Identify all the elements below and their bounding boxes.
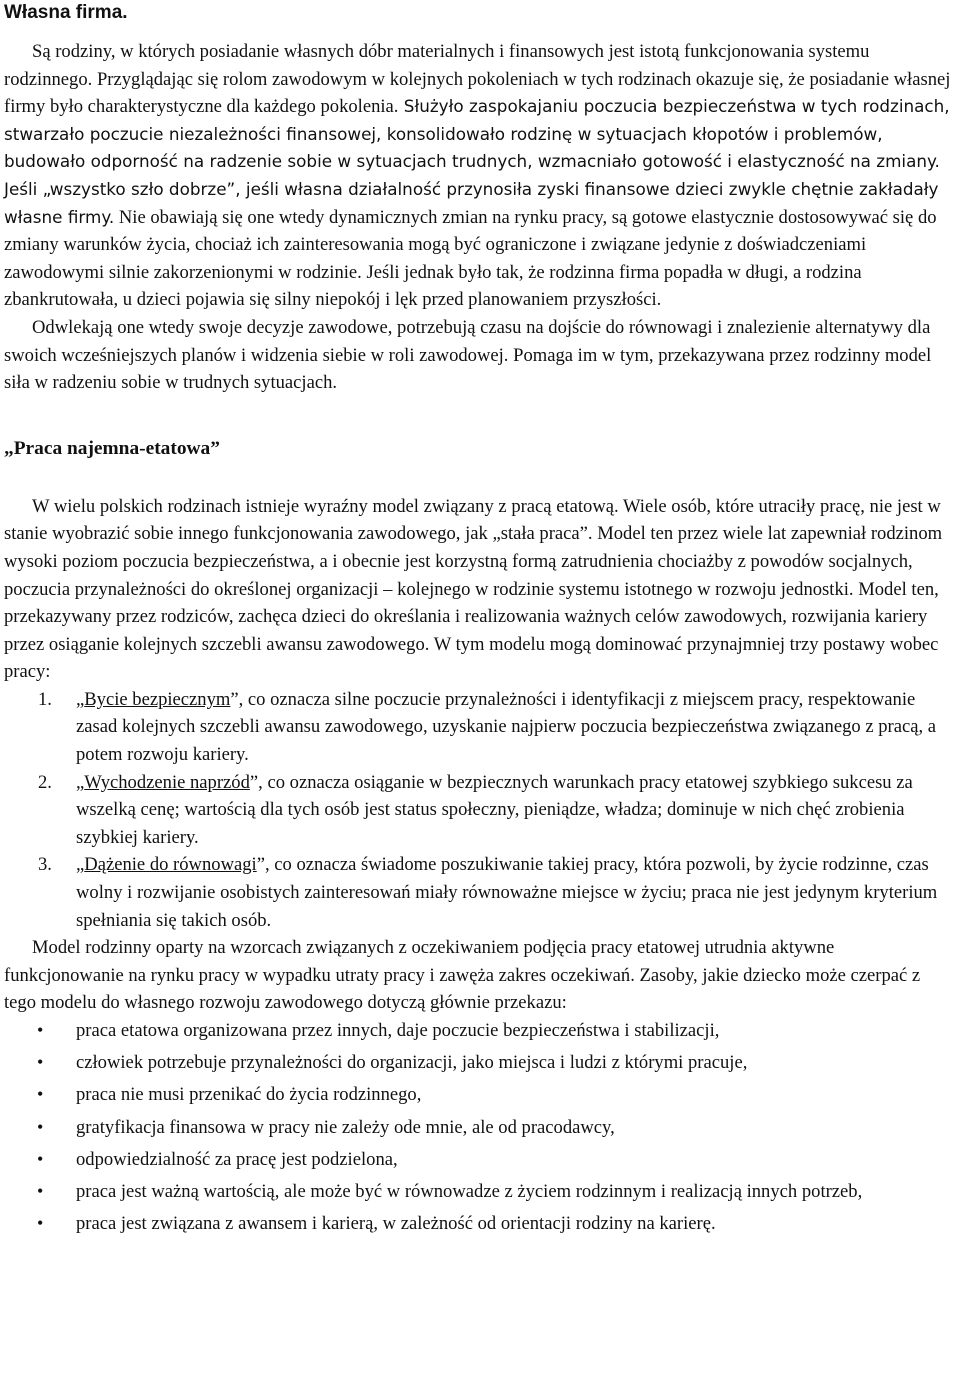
bullet-text: praca nie musi przenikać do życia rodzinnego, — [76, 1084, 422, 1106]
paragraph-text-sans: Służyło zaspokajaniu poczucia bezpieczeństwa w tych rodzinach, stwarzało poczucie niezależności finansowej, konsolidowało rodzinę w sytuacjach kłopotów i problemów, budowało odporność na radzenie sobie w sytuacjach trudnych, wzmacniało gotowość i elastyczność na zmiany. Jeśli „wszystko szło dobrze”, jeśli własna działalność przynosiła zyski finansowe dzieci zwykle chętnie zakładały własne firmy. — [4, 96, 950, 227]
bullet-text: człowiek potrzebuje przynależności do organizacji, jako miejsca i ludzi z którymi pracuje, — [76, 1052, 748, 1074]
bullet-text: odpowiedzialność za pracę jest podzielona, — [76, 1148, 398, 1170]
bullet-item — [4, 1114, 954, 1142]
bullet-item — [4, 1178, 954, 1206]
paragraph-own-business-2: Odwlekają one wtedy swoje decyzje zawodowe, potrzebują czasu na dojście do równowagi i znalezienie alternatywy dla swoich wcześniejszych planów i widzenia siebie w roli zawodowej. Pomaga im w tym, przekazywana przez rodzinny model siła w radzeniu sobie w trudnych sytuacjach. — [4, 316, 932, 394]
paragraph-text-lead: Są rodziny, w których posiadanie własnych dóbr materialnych i finansowych jest istotą funkcjonowania systemu rodzinnego. Przyglądając się rolom zawodowym w kolejnych pokoleniach w tych rodzinach okazuje się, że posiadanie własnej firmy było charakterystyczne dla każdego pokolenia. — [4, 41, 951, 118]
bullet-icon: • — [37, 1213, 44, 1234]
list-item-number: 2. — [38, 771, 52, 793]
bullet-icon: • — [37, 1148, 44, 1169]
paragraph-salaried-work-1: W wielu polskich rodzinach istnieje wyraźny model związany z pracą etatową. Wiele osób, które utraciły pracę, nie jest w stanie wyobrazić sobie innego funkcjonowania zawodowego, jak „stała praca”. Model ten przez wiele lat zapewniał rodzinom wysoki poziom poczucia bezpieczeństwa, a i obecnie jest korzystną formą zatrudnienia chociażby z powodów socjalnych, poczucia przynależności do określonej organizacji – kolejnego w rodzinie systemu istotnego w rozwoju jednostki. Model ten, przekazywany przez rodziców, zachęca dzieci do określania i realizowania ważnych celów zawodowych, rozwijania kariery przez osiąganie kolejnych szczebli awansu zawodowego. W tym modelu mogą dominować przynajmniej trzy postawy wobec pracy: — [4, 495, 943, 683]
work-attitudes-list — [4, 686, 954, 934]
bullet-icon: • — [37, 1052, 44, 1073]
bullet-text: praca jest ważną wartością, ale może być w równowadze z życiem rodzinnym i realizacją innych potrzeb, — [76, 1180, 863, 1202]
bullet-text: praca etatowa organizowana przez innych, daje poczucie bezpieczeństwa i stabilizacji, — [76, 1020, 720, 1041]
list-item — [4, 769, 954, 852]
bullet-item — [4, 1146, 954, 1174]
bullet-item — [4, 1081, 954, 1109]
bullet-icon: • — [37, 1084, 44, 1105]
bullet-item — [4, 1017, 954, 1045]
section-title-salaried-work: „Praca najemna-etatowa” — [4, 437, 220, 459]
list-item-term: Bycie bezpiecznym — [84, 688, 231, 710]
list-item-term: Dążenie do równowagi — [84, 854, 257, 876]
list-item-text: ”, co oznacza osiąganie w bezpiecznych warunkach pracy etatowej szybkiego sukcesu za wszelką cenę; wartością dla tych osób jest status społeczny, pieniądze, władza; dominuje w nich chęć zrobienia szybkiej kariery. — [76, 771, 913, 848]
bullet-item — [4, 1210, 954, 1238]
list-item-number: 3. — [38, 854, 52, 876]
paragraph-own-business-1 — [4, 38, 954, 314]
list-item-number: 1. — [38, 688, 52, 710]
bullet-icon: • — [37, 1180, 44, 1201]
paragraph-salaried-work-2: Model rodzinny oparty na wzorcach związanych z oczekiwaniem podjęcia pracy etatowej utrudnia aktywne funkcjonowanie na rynku pracy w wypadku utraty pracy i zawęża zakres oczekiwań. Zasoby, jakie dziecko może czerpać z tego modelu do własnego rozwoju zawodowego dotyczą głównie przekazu: — [4, 937, 921, 1014]
list-item-text: ”, co oznacza silne poczucie przynależności i identyfikacji z miejscem pracy, respektowanie zasad kolejnych szczebli awansu zawodowego, uzyskanie najpierw poczucia bezpieczeństwa związanego z pracą, a potem rozwoju kariery. — [76, 688, 937, 766]
bullet-text: gratyfikacja finansowa w pracy nie zależy ode mnie, ale od pracodawcy, — [76, 1116, 615, 1138]
open-quote: „ — [76, 688, 85, 710]
section-title-own-business: Własna firma. — [4, 2, 128, 23]
list-item-term: Wychodzenie naprzód — [84, 771, 250, 793]
message-bullet-list — [4, 1017, 954, 1238]
bullet-icon: • — [37, 1116, 44, 1137]
open-quote: „ — [76, 854, 85, 876]
bullet-text: praca jest związana z awansem i karierą, w zależność od orientacji rodziny na karierę. — [76, 1213, 716, 1235]
list-item — [4, 851, 954, 934]
list-item — [4, 686, 954, 769]
bullet-item — [4, 1049, 954, 1077]
list-item-text: ”, co oznacza świadome poszukiwanie takiej pracy, która pozwoli, by życie rodzinne, czas wolny i rozwijanie osobistych zainteresowań miały równoważne miejsce w życiu; praca nie jest jedynym kryterium spełniania się takich osób. — [76, 854, 938, 931]
bullet-icon: • — [37, 1020, 44, 1040]
open-quote: „ — [76, 771, 85, 793]
paragraph-text-rest: Nie obawiają się one wtedy dynamicznych zmian na rynku pracy, są gotowe elastycznie dostosowywać się do zmiany warunków życia, chociaż ich zainteresowania mogą być ograniczone i związane jedynie z doświadczeniami zawodowymi silnie zakorzenionymi w rodzinie. Jeśli jednak było tak, że rodzinna firma popadła w długi, a rodzina zbankrutowała, u dzieci pojawia się silny niepokój i lęk przed planowaniem przyszłości. — [4, 206, 937, 311]
